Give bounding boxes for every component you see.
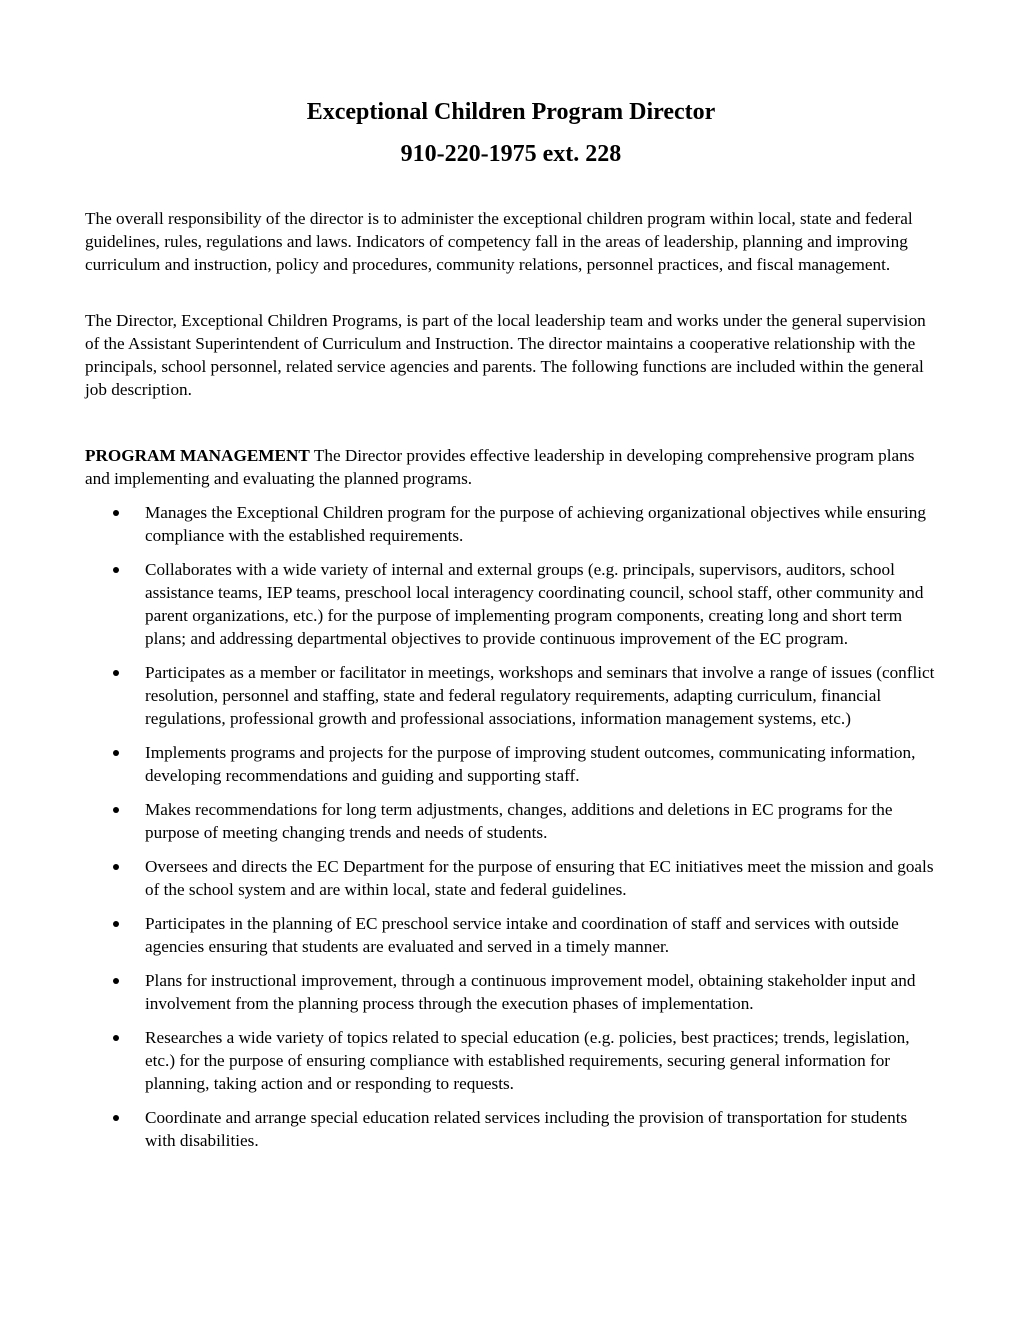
list-item bbox=[85, 558, 937, 650]
program-management-list bbox=[85, 501, 937, 1163]
bullet-icon bbox=[113, 567, 119, 573]
bullet-icon bbox=[113, 670, 119, 676]
list-item-text: Implements programs and projects for the purpose of improving student outcomes, communicating information, developing recommendations and guiding and supporting staff. bbox=[145, 743, 916, 785]
program-management-section bbox=[85, 444, 937, 490]
list-item bbox=[85, 661, 937, 730]
list-item bbox=[85, 501, 937, 547]
bullet-icon bbox=[113, 807, 119, 813]
document-title: Exceptional Children Program Director bbox=[306, 99, 716, 125]
list-item-text: Makes recommendations for long term adjustments, changes, additions and deletions in EC programs for the purpose of meeting changing trends and needs of students. bbox=[145, 800, 893, 842]
list-item bbox=[85, 912, 937, 958]
bullet-icon bbox=[113, 750, 119, 756]
list-item-text: Participates in the planning of EC preschool service intake and coordination of staff and services with outside agencies ensuring that students are evaluated and served in a timely manner. bbox=[145, 914, 899, 956]
list-item bbox=[85, 1106, 937, 1152]
list-item-text: Participates as a member or facilitator in meetings, workshops and seminars that involve a range of issues (conflict resolution, personnel and staffing, state and federal regulatory requirements, adapting curriculum, financial regulations, professional growth and professional associations, information management systems, etc.) bbox=[145, 663, 935, 728]
list-item bbox=[85, 855, 937, 901]
list-item bbox=[85, 798, 937, 844]
list-item bbox=[85, 741, 937, 787]
intro-paragraph-supervision: The Director, Exceptional Children Programs, is part of the local leadership team and works under the general supervision of the Assistant Superintendent of Curriculum and Instruction. The director maintains a cooperative relationship with the principals, school personnel, related service agencies and parents. The following functions are included within the general job description. bbox=[85, 311, 926, 399]
list-item-text: Plans for instructional improvement, through a continuous improvement model, obtaining stakeholder input and involvement from the planning process through the execution phases of implementation. bbox=[145, 971, 916, 1013]
bullet-icon bbox=[113, 1115, 119, 1121]
list-item-text: Coordinate and arrange special education related services including the provision of transportation for students with disabilities. bbox=[145, 1108, 908, 1150]
list-item-text: Manages the Exceptional Children program for the purpose of achieving organizational objectives while ensuring compliance with the established requirements. bbox=[145, 503, 926, 545]
bullet-icon bbox=[113, 510, 119, 516]
program-management-description: The Director provides effective leadership in developing comprehensive program plans and implementing and evaluating the planned programs. bbox=[85, 446, 915, 488]
bullet-icon bbox=[113, 864, 119, 870]
program-management-heading: PROGRAM MANAGEMENT bbox=[85, 446, 310, 465]
phone-number: 910-220-1975 ext. 228 bbox=[400, 141, 622, 167]
bullet-icon bbox=[113, 921, 119, 927]
list-item bbox=[85, 969, 937, 1015]
bullet-icon bbox=[113, 978, 119, 984]
list-item-text: Oversees and directs the EC Department for the purpose of ensuring that EC initiatives meet the mission and goals of the school system and are within local, state and federal guidelines. bbox=[145, 857, 934, 899]
list-item-text: Researches a wide variety of topics related to special education (e.g. policies, best practices; trends, legislation, etc.) for the purpose of ensuring compliance with established requirements, securing general information for planning, taking action and or responding to requests. bbox=[145, 1028, 910, 1093]
list-item-text: Collaborates with a wide variety of internal and external groups (e.g. principals, supervisors, auditors, school assistance teams, IEP teams, preschool local interagency coordinating council, school staff, other community and parent organizations, etc.) for the purpose of implementing program components, creating long and short term plans; and addressing departmental objectives to provide continuous improvement of the EC program. bbox=[145, 560, 924, 648]
list-item bbox=[85, 1026, 937, 1095]
bullet-icon bbox=[113, 1035, 119, 1041]
intro-paragraph-responsibility: The overall responsibility of the director is to administer the exceptional children program within local, state and federal guidelines, rules, regulations and laws. Indicators of competency fall in the areas of leadership, planning and improving curriculum and instruction, policy and procedures, community relations, personnel practices, and fiscal management. bbox=[85, 209, 913, 274]
